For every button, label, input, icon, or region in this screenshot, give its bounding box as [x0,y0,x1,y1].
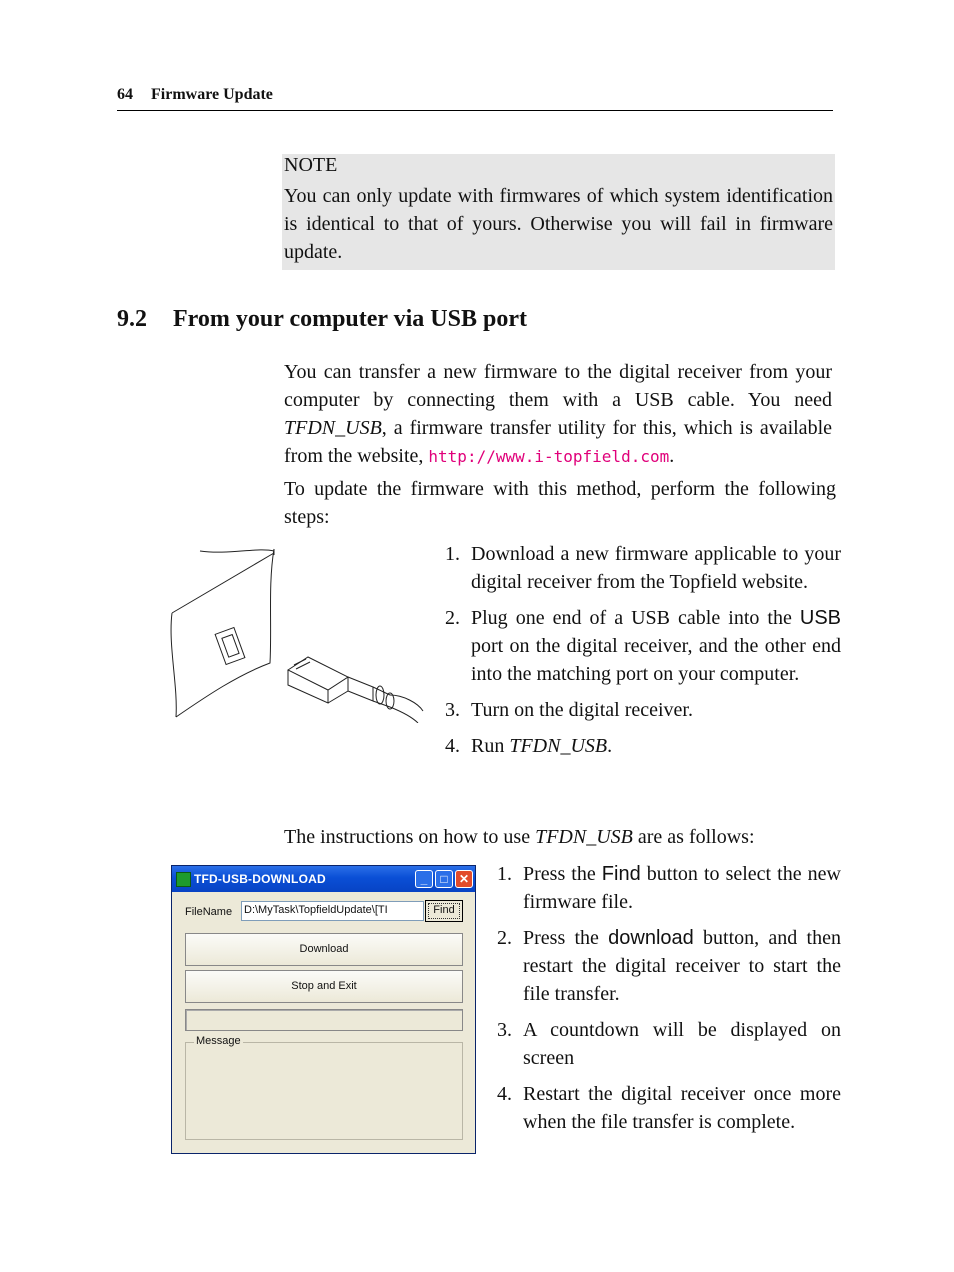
item-text: . [607,735,613,757]
usage-intro [284,823,844,851]
running-header [117,86,833,104]
item-number: 2. [445,607,460,629]
note-text: You can only update with firmwares of which system identification is identical to that of yours. Otherwise you will fail in firmware update. [284,185,833,263]
steps-list [445,540,841,768]
item-text: Press the [523,863,602,885]
item-number: 4. [497,1083,512,1105]
item-text: Restart the digital receiver once more when the file transfer is complete. [523,1083,841,1133]
app-icon [176,872,191,887]
item-text: button, and then restart the digital receiver to start the file transfer. [523,927,841,1005]
note-title: NOTE [284,154,338,176]
tool-name: TFDN_USB [509,735,608,757]
usb-key-label: USB [799,607,841,629]
message-label: Message [196,1035,241,1047]
item-number: 1. [445,543,460,565]
tool-name: TFDN_USB [535,826,633,848]
chapter-title: Firmware Update [151,86,273,103]
tool-name: TFDN_USB [284,417,382,439]
steps-intro: To update the firmware with this method, perform the following steps: [284,478,836,528]
item-text: Plug one end of a USB cable into the [471,607,800,629]
item-text: Turn on the digital receiver. [471,699,693,721]
intro-paragraph [284,358,832,471]
tfd-usb-download-window [171,865,476,1154]
item-text: Press the [523,927,609,949]
intro-text-3: . [669,445,675,467]
item-text: Run [471,735,510,757]
header-rule [117,110,833,111]
usage-intro-text: are as follows: [632,826,755,848]
usb-cable-illustration [168,545,433,723]
list-item [497,860,841,916]
filename-label: FileName [185,906,233,918]
item-text: port on the digital receiver, and the other end into the matching port on your computer. [471,635,841,685]
maximize-icon[interactable]: □ [435,870,453,888]
usage-intro-text: The instructions on how to use [284,826,536,848]
intro-text-2: , a firmware transfer utility for this, which is available from the website, [284,417,832,467]
download-button[interactable]: Download [185,933,463,966]
list-item [445,732,841,760]
minimize-icon[interactable]: _ [415,870,433,888]
list-item [445,540,841,596]
item-text: button to select the new firmware file. [523,863,841,913]
usage-list [497,860,841,1144]
list-item [445,604,841,688]
list-item [445,696,841,724]
item-number: 3. [497,1019,512,1041]
stop-and-exit-button[interactable]: Stop and Exit [185,970,463,1003]
item-number: 3. [445,699,460,721]
close-icon[interactable]: ✕ [455,870,473,888]
item-number: 4. [445,735,460,757]
page-number: 64 [117,86,133,103]
intro-text-1: You can transfer a new firmware to the digital receiver from your computer by connecting them with a USB cable. You need [284,361,832,411]
website-link[interactable]: http://www.i-topfield.com [428,447,670,466]
item-text: A countdown will be displayed on screen [523,1019,841,1069]
list-item [497,1016,841,1072]
filename-input[interactable]: D:\MyTask\TopfieldUpdate\[TI [241,901,424,921]
section-number: 9.2 [117,306,147,332]
title-bar [172,866,475,892]
find-button[interactable]: Find [425,900,463,922]
download-key-label: download [608,927,694,949]
item-number: 2. [497,927,512,949]
list-item [497,1080,841,1136]
message-group [185,1035,463,1140]
window-title: TFD-USB-DOWNLOAD [194,872,326,886]
list-item [497,924,841,1008]
progress-bar [185,1009,463,1031]
section-title: From your computer via USB port [173,306,527,332]
find-key-label: Find [601,863,641,885]
section-heading [117,306,527,333]
item-number: 1. [497,863,512,885]
item-text: Download a new firmware applicable to your digital receiver from the Topfield website. [471,543,841,593]
note-box [282,154,835,270]
